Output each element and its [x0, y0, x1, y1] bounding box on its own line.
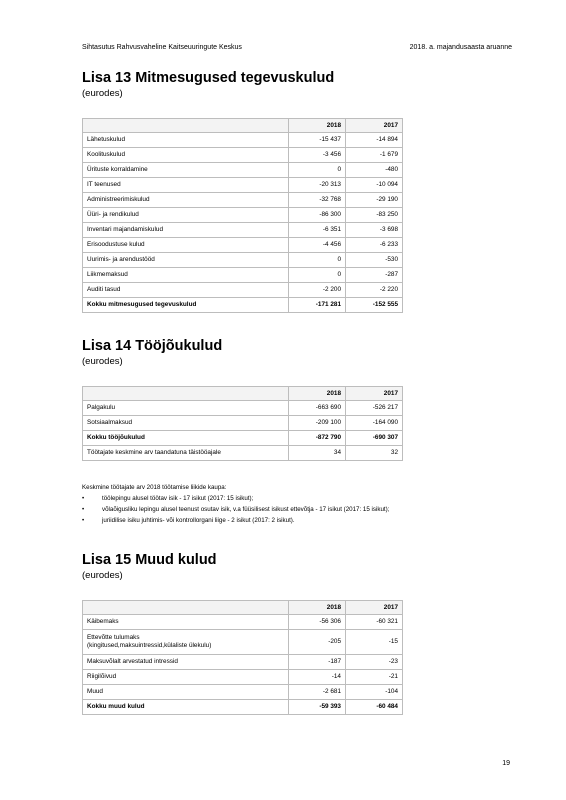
employee-note [82, 482, 522, 526]
table-header-row [83, 119, 403, 133]
value-2018: -187 [289, 655, 346, 670]
column-header-2017: 2017 [346, 119, 403, 133]
lisa15-subtitle: (eurodes) [82, 570, 123, 581]
list-item-text: töölepingu alusel töötav isik - 17 isikut (2017: 15 isikut); [102, 495, 254, 502]
table-row [83, 253, 403, 268]
table-row [83, 268, 403, 283]
total-label: Kokku muud kulud [83, 700, 289, 715]
row-label: Käibemaks [83, 615, 289, 630]
table-row [83, 148, 403, 163]
page-number: 19 [502, 760, 510, 767]
value-2017: -3 698 [346, 223, 403, 238]
value-2017: -164 090 [346, 416, 403, 431]
row-label: IT teenused [83, 178, 289, 193]
value-2017: 32 [346, 446, 403, 461]
list-item-text: juriidilise isiku juhtimis- või kontrollorgani liige - 2 isikut (2017: 2 isikut). [102, 517, 295, 524]
value-2017: -1 679 [346, 148, 403, 163]
table-total-row [83, 298, 403, 313]
value-2018: -56 306 [289, 615, 346, 630]
value-2018: -3 456 [289, 148, 346, 163]
row-label: Inventari majandamiskulud [83, 223, 289, 238]
value-2017: -60 321 [346, 615, 403, 630]
table-row [83, 208, 403, 223]
table-row [83, 630, 403, 655]
list-item [82, 493, 522, 504]
row-label-detail: (kingitused,maksuintressid,külaliste ülekulu) [87, 642, 212, 649]
value-2017: -83 250 [346, 208, 403, 223]
document-header-right: 2018. a. majandusaasta aruanne [409, 44, 512, 51]
value-2017: -10 094 [346, 178, 403, 193]
list-item-text: võlaõigusliku lepingu alusel teenust osutav isik, v.a füüsilisest isikust ettevõtja - 17 isikut (2017: 15 isikut); [102, 506, 390, 513]
value-2018: 0 [289, 253, 346, 268]
table-row [83, 238, 403, 253]
row-label: Liikmemaksud [83, 268, 289, 283]
value-2017: -21 [346, 670, 403, 685]
row-label: Muud [83, 685, 289, 700]
table-row [83, 401, 403, 416]
row-label-line: Ettevõtte tulumaks [87, 634, 140, 641]
lisa15-title: Lisa 15 Muud kulud [82, 552, 217, 568]
value-2017: -480 [346, 163, 403, 178]
value-2017: -6 233 [346, 238, 403, 253]
value-2018: -209 100 [289, 416, 346, 431]
lisa14-title: Lisa 14 Tööjõukulud [82, 338, 223, 354]
value-2018: 0 [289, 268, 346, 283]
row-label: Lähetuskulud [83, 133, 289, 148]
table-row [83, 193, 403, 208]
row-label: Palgakulu [83, 401, 289, 416]
value-2017: -530 [346, 253, 403, 268]
column-header-2018: 2018 [289, 119, 346, 133]
row-label: Ürituste korraldamine [83, 163, 289, 178]
table-row [83, 655, 403, 670]
row-label: Maksuvõlalt arvestatud intressid [83, 655, 289, 670]
value-2018: -14 [289, 670, 346, 685]
row-label: Uurimis- ja arendustööd [83, 253, 289, 268]
row-label: Auditi tasud [83, 283, 289, 298]
table-row [83, 283, 403, 298]
document-header-left: Sihtasutus Rahvusvaheline Kaitseuuringute Keskus [82, 44, 242, 51]
table-row [83, 670, 403, 685]
column-header-2017: 2017 [346, 601, 403, 615]
lisa13-title: Lisa 13 Mitmesugused tegevuskulud [82, 70, 335, 86]
column-header-label [83, 387, 289, 401]
total-label: Kokku tööjõukulud [83, 431, 289, 446]
value-2018: 0 [289, 163, 346, 178]
total-2017: -60 484 [346, 700, 403, 715]
note-intro: Keskmine töötajate arv 2018 töötamise liikide kaupa: [82, 484, 227, 491]
column-header-2018: 2018 [289, 601, 346, 615]
value-2018: -86 300 [289, 208, 346, 223]
total-2017: -152 555 [346, 298, 403, 313]
row-label: Koolituskulud [83, 148, 289, 163]
note-list [82, 493, 522, 526]
bullet-icon: • [82, 495, 85, 502]
table-row [83, 163, 403, 178]
table-row [83, 446, 403, 461]
list-item [82, 504, 522, 515]
table-total-row [83, 700, 403, 715]
row-label [83, 630, 289, 655]
value-2017: -526 217 [346, 401, 403, 416]
value-2018: -205 [289, 630, 346, 655]
lisa14-table [82, 386, 403, 461]
value-2018: -4 456 [289, 238, 346, 253]
total-label: Kokku mitmesugused tegevuskulud [83, 298, 289, 313]
row-label: Töötajate keskmine arv taandatuna täistööajale [83, 446, 289, 461]
value-2018: -2 200 [289, 283, 346, 298]
value-2018: -663 690 [289, 401, 346, 416]
table-row [83, 223, 403, 238]
list-item [82, 515, 522, 526]
total-2018: -171 281 [289, 298, 346, 313]
column-header-2018: 2018 [289, 387, 346, 401]
value-2018: -6 351 [289, 223, 346, 238]
table-total-row [83, 431, 403, 446]
lisa13-subtitle: (eurodes) [82, 88, 123, 99]
bullet-icon: • [82, 506, 85, 513]
lisa15-table [82, 600, 403, 715]
total-2018: -872 790 [289, 431, 346, 446]
bullet-icon: • [82, 517, 85, 524]
value-2017: -104 [346, 685, 403, 700]
value-2017: -14 894 [346, 133, 403, 148]
column-header-label [83, 601, 289, 615]
value-2018: 34 [289, 446, 346, 461]
value-2018: -32 768 [289, 193, 346, 208]
row-label: Erisoodustuse kulud [83, 238, 289, 253]
table-row [83, 416, 403, 431]
value-2017: -29 190 [346, 193, 403, 208]
value-2017: -2 220 [346, 283, 403, 298]
table-row [83, 178, 403, 193]
table-row [83, 615, 403, 630]
row-label: Administreerimiskulud [83, 193, 289, 208]
row-label: Üüri- ja rendikulud [83, 208, 289, 223]
total-2018: -59 393 [289, 700, 346, 715]
lisa14-subtitle: (eurodes) [82, 356, 123, 367]
lisa13-table [82, 118, 403, 313]
column-header-2017: 2017 [346, 387, 403, 401]
value-2018: -2 681 [289, 685, 346, 700]
column-header-label [83, 119, 289, 133]
value-2017: -287 [346, 268, 403, 283]
value-2017: -15 [346, 630, 403, 655]
row-label: Sotsiaalmaksud [83, 416, 289, 431]
table-row [83, 685, 403, 700]
row-label: Riigilõivud [83, 670, 289, 685]
table-header-row [83, 387, 403, 401]
total-2017: -690 307 [346, 431, 403, 446]
value-2018: -15 437 [289, 133, 346, 148]
value-2018: -20 313 [289, 178, 346, 193]
table-header-row [83, 601, 403, 615]
table-row [83, 133, 403, 148]
value-2017: -23 [346, 655, 403, 670]
